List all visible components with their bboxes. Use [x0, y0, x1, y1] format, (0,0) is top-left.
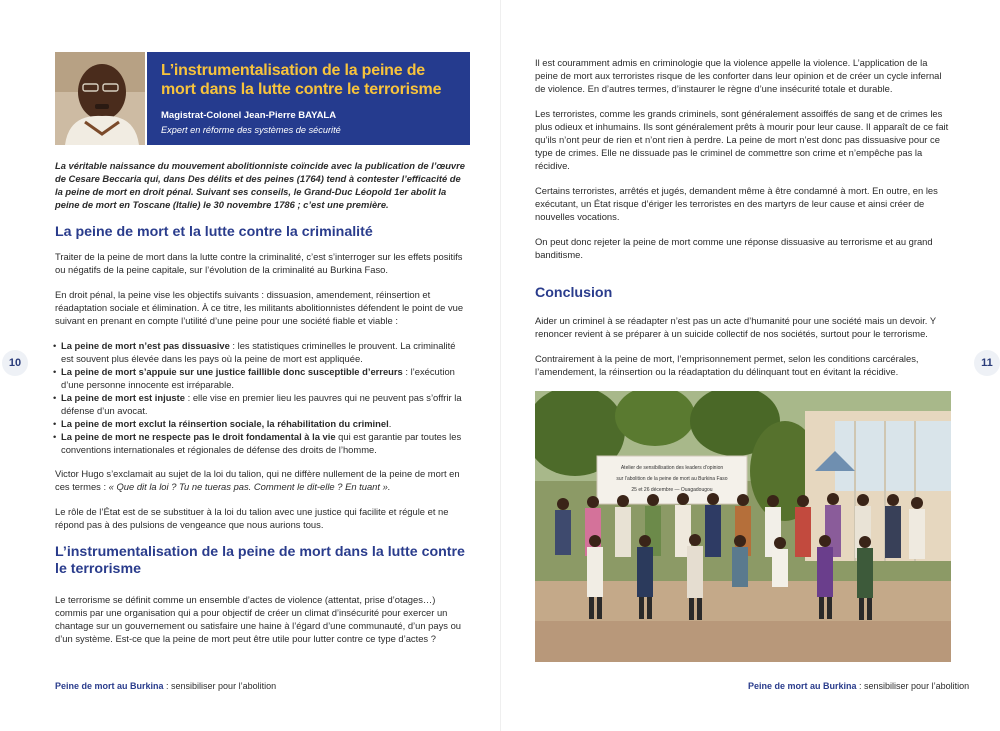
author-name: Magistrat-Colonel Jean-Pierre BAYALA — [161, 109, 337, 121]
hugo-quote: « Que dit la loi ? Tu ne tueras pas. Comment le dit-elle ? En tuant ». — [108, 481, 391, 493]
paragraph: Le rôle de l’État est de se substituer à la loi du talion avec une justice qui facilite et régule et ne répond pas à des pulsions de vengeance que nous aurions tous. — [55, 506, 449, 531]
section-heading-terrorisme: L’instrumentalisation de la peine de mort dans la lutte contre le terrorisme — [55, 544, 465, 578]
article-header — [55, 52, 470, 145]
paragraph: Les terroristes, comme les grands criminels, sont généralement assoiffés de sang et de crimes les plus odieux et inhumains. Ils sont généralement prêts à mourir pour leur cause. Il apparaît de ce fait qu’ils n’ont peur de rien et n’ont rien à perdre. La peine de mort n’est donc pas dissuasive pour ce type de crimes. Elle ne dissuade pas le criminel de commettre son crime et n’empêche pas la récidive. — [535, 107, 949, 171]
paragraph: Contrairement à la peine de mort, l’emprisonnement permet, selon les conditions carcérales, l’amendement, la réinsertion ou la réadaptation du délinquant tout en évitant la récidive. — [535, 352, 919, 377]
list-item: • La peine de mort exclut la réinsertion sociale, la réhabilitation du criminel. — [55, 418, 470, 431]
author-role: Expert en réforme des systèmes de sécurité — [161, 124, 341, 135]
footer-left — [55, 681, 276, 691]
group-photo — [535, 391, 951, 662]
paragraph: Aider un criminel à se réadapter n’est pas un acte d’humanité pour une société mais un devoir. Y renoncer revient à se préparer à un suicide collectif de nos sociétés, surtout pour le terrorisme. — [535, 314, 936, 339]
lead-paragraph: La véritable naissance du mouvement abolitionniste coïncide avec la publication de l’œuvre de Cesare Beccaria qui, dans Des délits et des peines (1764) tend à contester l’efficacité de la peine de mort en droit pénal. Suivant ses conseils, le Grand-Duc Léopold 1er abolit la peine de mort en Toscane (Italie) le 30 novembre 1786 ; c’est une première. — [55, 160, 466, 210]
paragraph: Il est couramment admis en criminologie que la violence appelle la violence. L’application de la peine de mort aux terroristes risque de les conforter dans leur opinion et de créer un cycle infernal de violence. En d’autres termes, d’instaurer le règne d’une insécurité totale et durable. — [535, 57, 942, 94]
author-portrait — [55, 52, 145, 145]
paragraph: Le terrorisme se définit comme un ensemble d’actes de violence (attentat, prise d’otages…) commis par une organisation qui a pour objectif de créer un climat d’insécurité pour exercer un chantage sur un gouvernement ou satisfaire une haine à l’égard d’une communauté, d’un pays ou d’un système. Est-ce que la peine de mort peut être utile pour lutter contre ce type d’actes ? — [55, 594, 461, 645]
paragraph: On peut donc rejeter la peine de mort comme une réponse dissuasive au terrorisme et au grand banditisme. — [535, 235, 933, 260]
paragraph: Certains terroristes, arrêtés et jugés, demandent même à être condamné à mort. En outre, en les exécutant, un État risque d’ériger les terroristes en des martyrs de leur cause et ainsi créer de nouvelles vocations. — [535, 184, 938, 222]
banner-text-3: 25 et 26 décembre — Ouagadougou — [631, 486, 713, 493]
footer-right — [748, 681, 969, 691]
list-item: • La peine de mort est injuste : elle vise en premier lieu les pauvres qui ne peuvent pas s’offrir la défense d’un avocat. — [55, 392, 470, 418]
list-item: • La peine de mort s’appuie sur une justice faillible donc susceptible d’erreurs : l’exécution d’une personne innocente est irréparable. — [55, 366, 470, 392]
footer-brand: Peine de mort au Burkina — [55, 681, 164, 691]
paragraph: En droit pénal, la peine vise les objectifs suivants : dissuasion, amendement, réinsertion et réadaptation sociale et élimination. À ce titre, les militants abolitionnistes défendent le point de vue suivant en prenant en compte l’utilité d’une peine pour une société fiable et viable : — [55, 288, 464, 326]
left-column — [55, 52, 470, 658]
article-title: L’instrumentalisation de la peine de mort dans la lutte contre le terrorisme — [161, 62, 442, 98]
title-box — [147, 52, 470, 145]
footer-text: : sensibiliser pour l’abolition — [856, 681, 970, 691]
paragraph-victor-hugo: Victor Hugo s’exclamait au sujet de la loi du talion, qui ne diffère nullement de la peine de mort en ces termes : « Que dit la loi ? Tu ne tueras pas. Comment le dit-elle ? En tuant ». — [55, 468, 460, 493]
list-item: • La peine de mort ne respecte pas le droit fondamental à la vie qui est garantie par toutes les conventions internationales et régionales de défense des droits de l’homme. — [55, 431, 470, 457]
page-gutter — [500, 0, 501, 731]
paragraph: Traiter de la peine de mort dans la lutte contre la criminalité, c’est s’interroger sur les effets positifs ou négatifs de la peine capitale, sur l’évolution de la criminalité au Burkina Faso. — [55, 250, 463, 275]
list-item: • La peine de mort n’est pas dissuasive : les statistiques criminelles le prouvent. La criminalité est souvent plus élevée dans les pays où la peine de mort est appliquée. — [55, 340, 470, 366]
right-column — [535, 57, 952, 662]
page-number-right: 11 — [974, 350, 1000, 376]
banner-text-2: sur l’abolition de la peine de mort au Burkina Faso — [616, 475, 728, 482]
banner-text-1: Atelier de sensibilisation des leaders d’opinion — [620, 464, 724, 471]
footer-brand: Peine de mort au Burkina — [748, 681, 857, 691]
argument-list — [55, 340, 470, 457]
footer-text: : sensibiliser pour l’abolition — [163, 681, 277, 691]
page-number-left: 10 — [2, 350, 28, 376]
section-heading-criminalite: La peine de mort et la lutte contre la criminalité — [55, 223, 373, 240]
conclusion-heading: Conclusion — [535, 284, 613, 301]
